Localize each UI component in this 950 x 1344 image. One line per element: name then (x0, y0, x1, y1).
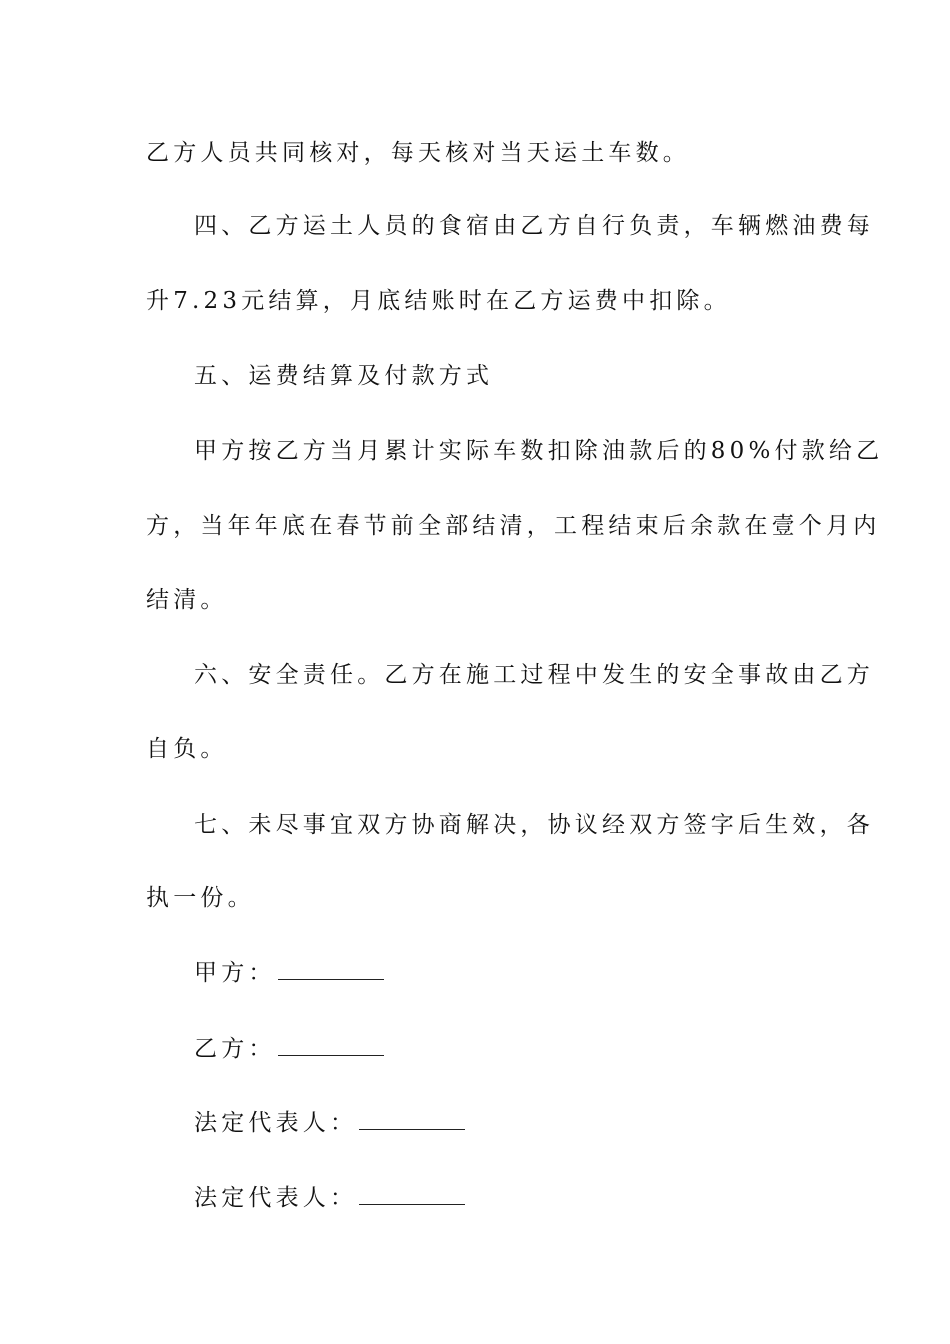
clause-5-line-2: 方，当年年底在春节前全部结清，工程结束后余款在壹个月内 (146, 513, 881, 539)
signature-party-b (194, 1034, 384, 1064)
clause-4-line-1: 四、乙方运土人员的食宿由乙方自行负责，车辆燃油费每 (194, 213, 874, 239)
document-page (146, 0, 884, 1344)
signature-legal-rep-1-blank (359, 1111, 465, 1130)
clause-7-line-2: 执一份。 (146, 885, 255, 911)
signature-legal-rep-2-label: 法定代表人： (194, 1185, 358, 1211)
signature-legal-rep-1 (194, 1108, 465, 1138)
signature-legal-rep-1-label: 法定代表人： (194, 1110, 358, 1136)
clause-7-line-1: 七、未尽事宜双方协商解决，协议经双方签字后生效，各 (194, 812, 874, 838)
clause-5-heading: 五、运费结算及付款方式 (194, 363, 494, 389)
signature-party-b-label: 乙方： (194, 1036, 276, 1062)
clause-5-line-1: 甲方按乙方当月累计实际车数扣除油款后的80%付款给乙 (194, 438, 884, 464)
signature-legal-rep-2 (194, 1183, 465, 1213)
clause-4-line-2: 升7.23元结算，月底结账时在乙方运费中扣除。 (146, 288, 731, 314)
clause-6-line-1: 六、安全责任。乙方在施工过程中发生的安全事故由乙方 (194, 662, 874, 688)
signature-party-a (194, 958, 384, 988)
signature-party-a-label: 甲方： (194, 960, 276, 986)
clause-5-line-3: 结清。 (146, 587, 228, 613)
signature-party-b-blank (278, 1037, 384, 1056)
clause-6-line-2: 自负。 (146, 736, 228, 762)
paragraph-line: 乙方人员共同核对，每天核对当天运土车数。 (146, 140, 690, 166)
signature-legal-rep-2-blank (359, 1186, 465, 1205)
signature-party-a-blank (278, 961, 384, 980)
